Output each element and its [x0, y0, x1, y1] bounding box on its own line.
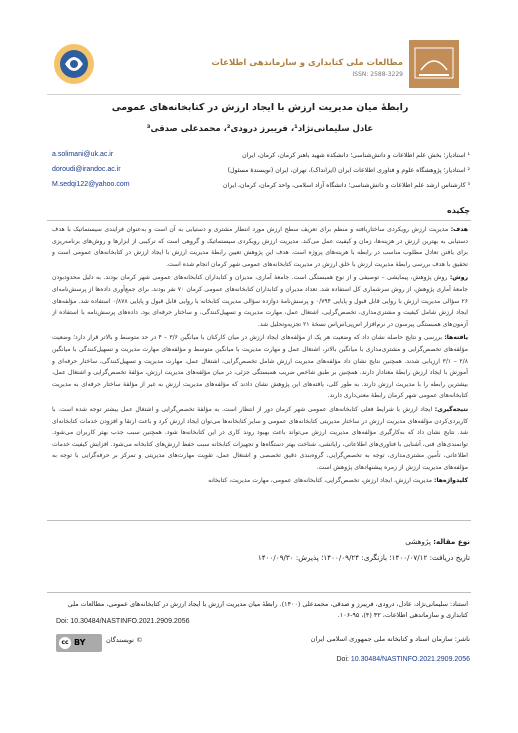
article-title: رابطهٔ میان مدیریت ارزش با ایجاد ارزش در کتابخانه‌های عمومی	[111, 102, 409, 113]
article-dates: تاریخ دریافت: ۱۴۰۰/۰۷/۱۲؛ بازنگری: ۱۴۰۰/۰۹/۲۴؛ پذیرش: ۱۴۰۰/۰۹/۳۰	[257, 553, 470, 562]
article-authors: عادل سلیمانی‌نژاد¹، فریبرز درودی²، محمدعلی صدقی³	[146, 124, 374, 134]
affiliation-text: ¹ استادیار؛ بخش علم اطلاعات و دانش‌شناسی؛ دانشکده شهید باهنر کرمان، کرمان، ایران	[242, 152, 470, 159]
creative-commons-badge-icon[interactable]	[56, 634, 102, 652]
author-email[interactable]: doroudi@irandoc.ac.ir	[52, 166, 121, 173]
publisher-info: ناشر: سازمان اسناد و کتابخانه ملی جمهوری اسلامی ایران	[310, 635, 470, 643]
affiliation-3	[52, 182, 470, 189]
divider	[47, 520, 471, 521]
affiliation-text: ³ کارشناس ارشد علم اطلاعات و دانش‌شناسی؛ دانشگاه آزاد اسلامی، واحد کرمان، کرمان، ایران	[222, 182, 470, 189]
method-label: روش:	[449, 274, 468, 282]
article-type	[405, 537, 470, 546]
cc-by-label: BY	[74, 638, 86, 647]
abstract-keywords	[52, 475, 468, 487]
findings-text: بررسی و نتایج حاصله نشان داد که وضعیت هر یک از مؤلفه‌های ایجاد ارزش در میان کارکنان با میانگین ۳/۶ – ۴ در حد متوسط و بالاتر قرار دارد؛ وضعیت مؤلفه‌های تخصص‌گرایی و مشتری‌مداری با میانگین بالاتر، اشتغال عمل و مهارت مدیریت با میانگین متوسط و مؤلفه‌های مهارت مدیریت و تسهیل‌کنندگی با میانگین ۲/۸ – ۳/۱ ارزیابی شدند. همچنین نتایج نشان داد مؤلفه‌های مدیریت ارزش شامل تخصص‌گرایی، اشتغال عمل، مهارت مدیریت و تسهیل‌کنندگی، ساختار حرفه‌ای و آموزش با ایجاد ارزش رابطهٔ معنادار دارند. همچنین بر طبق شاخص ضریب همبستگی جزئی، در میان مؤلفه‌های مدیریت ارزش، مؤلفهٔ تخصص‌گرایی و اشتغال عمل، بیشترین رابطه را با مدیریت ارزش دارند. به طور کلی، یافته‌های این پژوهش نشان دادند که مؤلفه‌های مدیریت ارزش به غیر از مؤلفهٔ ساختار حرفه‌ای به مدیریت کتابخانه‌های عمومی شهر کرمان رابطهٔ معنی‌داری دارند.	[52, 334, 468, 400]
conclusion-text: ایجاد ارزش با شرایط فعلی کتابخانه‌های عمومی شهر کرمان دور از انتظار است. به مؤلفهٔ تخصص‌گرایی و اشتغال عمل بیشتر توجه شده است. با کاربردی‌کردن مؤلفه‌های مدیریت ارزش در ساختار مدیریتی کتابخانه‌های عمومی و سایر کتابخانه‌ها می‌توان ایجاد ارزش کرد و باعث ارتقا و افزودن خدمات کتابخانه‌ای شد. نتایج نشان داد که به‌کارگیری مؤلفه‌های مدیریت ارزش می‌تواند باعث بهبود روند کاری در این کتابخانه‌ها شود. همچنین سبب جذب بهتر کاربران می‌شود. توانمندی‌های فنی، آشنایی با فناوری‌های اطلاعاتی، رایانشی، شناخت بهتر دستگاه‌ها و تجهیزات کتابخانه سبب حفظ ارزش‌های کتابخانه می‌شود. افزایش کیفیت خدمات اطلاعاتی، تأمین مشتری‌مداری، توجه به تخصص‌گرایی، گروه‌بندی دقیق تخصصی و اشتغال عمل، تقویت مهارت‌های مدیریتی و تمرکز بر حرفه‌گرایی با توجه به مؤلفه‌های مدیریت ارزش از زمره پیشنهادهای پژوهش است.	[52, 405, 468, 471]
abstract-conclusion	[52, 404, 468, 474]
abstract-body	[52, 224, 468, 516]
journal-issn: ISSN: 2588-3229	[352, 71, 403, 78]
doi-label: Doi:	[336, 656, 349, 663]
article-type-label: نوع مقاله:	[433, 537, 470, 546]
journal-logo-icon	[409, 40, 459, 88]
affiliation-text: ² استادیار؛ پژوهشگاه علوم و فناوری اطلاعات ایران (ایرانداک)، تهران، ایران (نویسندهٔ مسئول)	[227, 167, 470, 174]
keywords-label: کلیدواژه‌ها:	[434, 477, 468, 485]
citation-doi[interactable]: Doi: 10.30484/NASTINFO.2021.2909.2056	[56, 618, 190, 625]
abstract-findings	[52, 332, 468, 402]
abstract-goal	[52, 224, 468, 270]
conclusion-label: نتیجه‌گیری:	[434, 405, 468, 413]
article-doi[interactable]	[337, 656, 471, 663]
goal-label: هدف:	[450, 226, 468, 233]
journal-header	[47, 38, 461, 95]
journal-title: مطالعات ملی کتابداری و سازماندهی اطلاعات	[211, 58, 403, 68]
divider	[47, 592, 471, 593]
article-type-value: پژوهشی	[405, 537, 431, 546]
university-logo-icon	[51, 40, 97, 88]
goal-text: مدیریت ارزش رویکردی ساختاریافته و منظم برای تعریف سطح ارزش مورد انتظار مشتری و دستیابی به آن است و به‌عنوان فرایندی سیستماتیک با هدف دستیابی به بهترین ارزش در هزینه‌ها، زمان و کیفیت عمل می‌کند. مدیریت ارزش رویکردی سیستماتیک و گروهی است که ترکیبی از ابزارها و روش‌های برنامه‌ریزی برای یافتن تعادل مطلوب مناسب در رابطه با هزینه‌های پروژه است. هدف این پژوهش تعیین رابطهٔ مدیریت ارزش با ایجاد ارزش در کتابخانه‌های عمومی است و تحقیق با هدف بررسی رابطهٔ مدیریت ارزش با خلق ارزش در مدیریت کتابخانه‌های عمومی شهر کرمان انجام شده است.	[52, 226, 468, 268]
author-email[interactable]: a.solimani@uk.ac.ir	[52, 151, 114, 158]
citation-text: استناد: سلیمانی‌نژاد، عادل، درودی، فریبرز و صدقی، محمدعلی (۱۴۰۰). رابطهٔ میان مدیریت ارزش با ایجاد ارزش در کتابخانه‌های عمومی، مطالعات ملی کتابداری و سازماندهی اطلاعات، ۳۲ (۴)، ۹۵-۱۰۶.	[67, 600, 468, 619]
copyright-notice: © نویسندگان	[106, 636, 143, 644]
abstract-method	[52, 272, 468, 330]
method-text: روش پژوهش، پیمایشی – توصیفی و از نوع همبستگی است. جامعهٔ آماری، مدیران و کتابداران کتابخانه‌های عمومی شهر کرمان بودند. به دلیل محدودبودن جامعهٔ آماری پژوهش، از روش سرشماری کل استفاده شد. تعداد مدیران و کتابداران کتابخانه‌های عمومی کرمان ۷۰ نفر بودند. برای جمع‌آوری داده‌ها از پرسش‌نامه‌ای ۲۶ سؤالی مدیریت ارزش با روایی قابل قبول و پایایی ۰/۷۹۴ و پرسش‌نامهٔ دوازده سؤالی مدیریت کتابخانه با روایی قابل قبول و پایایی ۰/۸۷۸ استفاده شد. مؤلفه‌های ایجاد ارزش شامل کیفیت و مشتری‌مداری، تخصص‌گرایی، اشتغال عمل، مهارت مدیریت و تسهیل‌کنندگی، و ساختار حرفه‌ای بود. داده‌های پرسش‌نامه با استفاده از آزمون‌های همبستگی پیرسون در نرم‌افزار اس‌پی‌اس‌اس نسخهٔ ۲۱ تجزیه‌وتحلیل شد.	[52, 274, 468, 328]
findings-label: یافته‌ها:	[444, 334, 468, 342]
divider	[47, 220, 471, 221]
author-email[interactable]: M.sedqi122@yahoo.com	[52, 181, 130, 188]
keywords-text: مدیریت ارزش، ایجاد ارزش، تخصص‌گرایی، کتابخانه‌های عمومی، مهارت مدیریت، کتابخانه	[208, 477, 433, 485]
affiliation-2	[52, 167, 470, 174]
abstract-heading: چکیده	[446, 206, 470, 215]
cc-icon: cc	[59, 637, 71, 649]
affiliation-1	[52, 152, 470, 159]
doi-value[interactable]: 10.30484/NASTINFO.2021.2909.2056	[350, 656, 470, 663]
